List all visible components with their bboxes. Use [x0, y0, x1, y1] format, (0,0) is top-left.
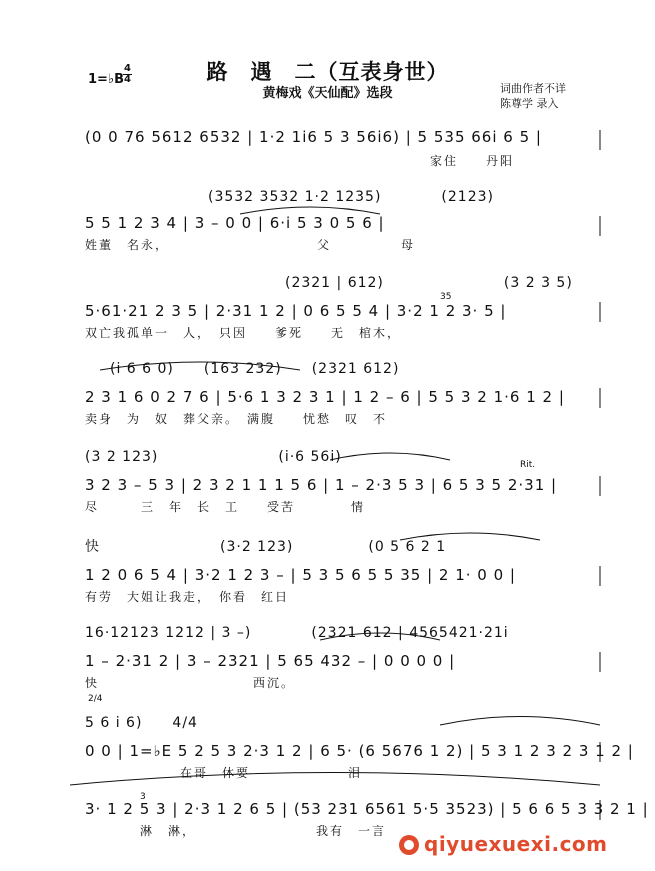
- credit-transcriber: 陈尊学 录入: [500, 97, 559, 110]
- song-title: 路 遇 二（互表身世）: [206, 60, 449, 84]
- line-lyrics: 有劳 大姐让我走， 你看 红日: [85, 590, 290, 604]
- meter-top: 4: [124, 63, 131, 74]
- grace-note-mark: 35: [440, 292, 452, 302]
- line-upper: (3532 3532 1·2 1235) (2123): [208, 189, 494, 205]
- line-notes: 3· 1 2 5 3 | 2·3 1 2 6 5 | (53 231 6561 5·5 3523) | 5 6 6 5 3 3 2 1 |: [85, 800, 649, 818]
- line-lyrics: 快 西沉。: [85, 676, 296, 690]
- line-notes: 5 5 1 2 3 4 | 3 – 0 0 | 6·i 5 3 0 5 6 |: [85, 214, 385, 232]
- line-upper: 5 6 i 6) 4/4: [85, 715, 198, 731]
- meter-bottom: 4: [124, 74, 131, 85]
- line-lyrics: 卖身 为 奴 葬父亲。 满腹 忧愁 叹 不: [85, 412, 388, 426]
- line-notes: 1 2 0 6 5 4 | 3·2 1 2 3 – | 5 3 5 6 5 5 35 | 2 1· 0 0 |: [85, 566, 516, 584]
- line-lyrics: 姓董 名永， 父 母: [85, 238, 416, 252]
- line-upper: 16·12123 1212 | 3 –) (2321 612 | 4565421·21i: [85, 625, 509, 641]
- song-subtitle: 黄梅戏《天仙配》选段: [262, 85, 393, 100]
- grace-note-mark: 3: [140, 792, 146, 802]
- line-notes: 3 2 3 – 5 3 | 2 3 2 1 1 1 5 6 | 1 – 2·3 5 3 | 6 5 3 5 2·31 |: [85, 476, 558, 494]
- line-upper: (i 6 6 0) (163 232) (2321 612): [110, 361, 400, 377]
- line-lyrics: 双亡我孤单一 人， 只因 爹死 无 棺木，: [85, 326, 402, 340]
- line-lyrics: 家住 丹阳: [430, 154, 515, 168]
- line-lyrics: 在哥 休要 泪: [180, 766, 363, 780]
- line-lyrics: 尽 三 年 长 工 受苦 情: [85, 500, 366, 514]
- watermark-text: qiyuexuexi.com: [424, 832, 608, 856]
- line-notes: 5·61·21 2 3 5 | 2·31 1 2 | 0 6 5 5 4 | 3·2 1 2 3· 5 |: [85, 302, 507, 320]
- time-change-mark: 2/4: [88, 694, 103, 704]
- line-notes: 2 3 1 6 0 2 7 6 | 5·6 1 3 2 3 1 | 1 2 – 6 | 5 5 3 2 1·6 1 2 |: [85, 388, 565, 406]
- credit-composer: 词曲作者不详: [500, 82, 566, 95]
- line-upper: 快 (3·2 123) (0 5 6 2 1: [85, 539, 447, 555]
- line-notes: 1 – 2·31 2 | 3 – 2321 | 5 65 432 – | 0 0 0 0 |: [85, 652, 456, 670]
- line-upper: (3 2 123) (i·6 56i): [85, 449, 342, 465]
- key-signature: 1=♭B: [88, 72, 124, 87]
- line-upper: (2321 | 612) (3 2 3 5): [285, 275, 573, 291]
- ritardando-mark: Rit.: [520, 460, 536, 470]
- line-notes: 0 0 | 1=♭E 5 2 5 3 2·3 1 2 | 6 5· (6 5676 1 2) | 5 3 1 2 3 2 3 1 2 |: [85, 742, 634, 760]
- line-notes: (0 0 76 5612 6532 | 1·2 1i6 5 3 56i6) | 5 535 66i 6 5 |: [85, 128, 542, 146]
- line-lyrics: 淋 淋， 我有 一言: [140, 824, 387, 838]
- watermark-logo-icon: [398, 834, 420, 856]
